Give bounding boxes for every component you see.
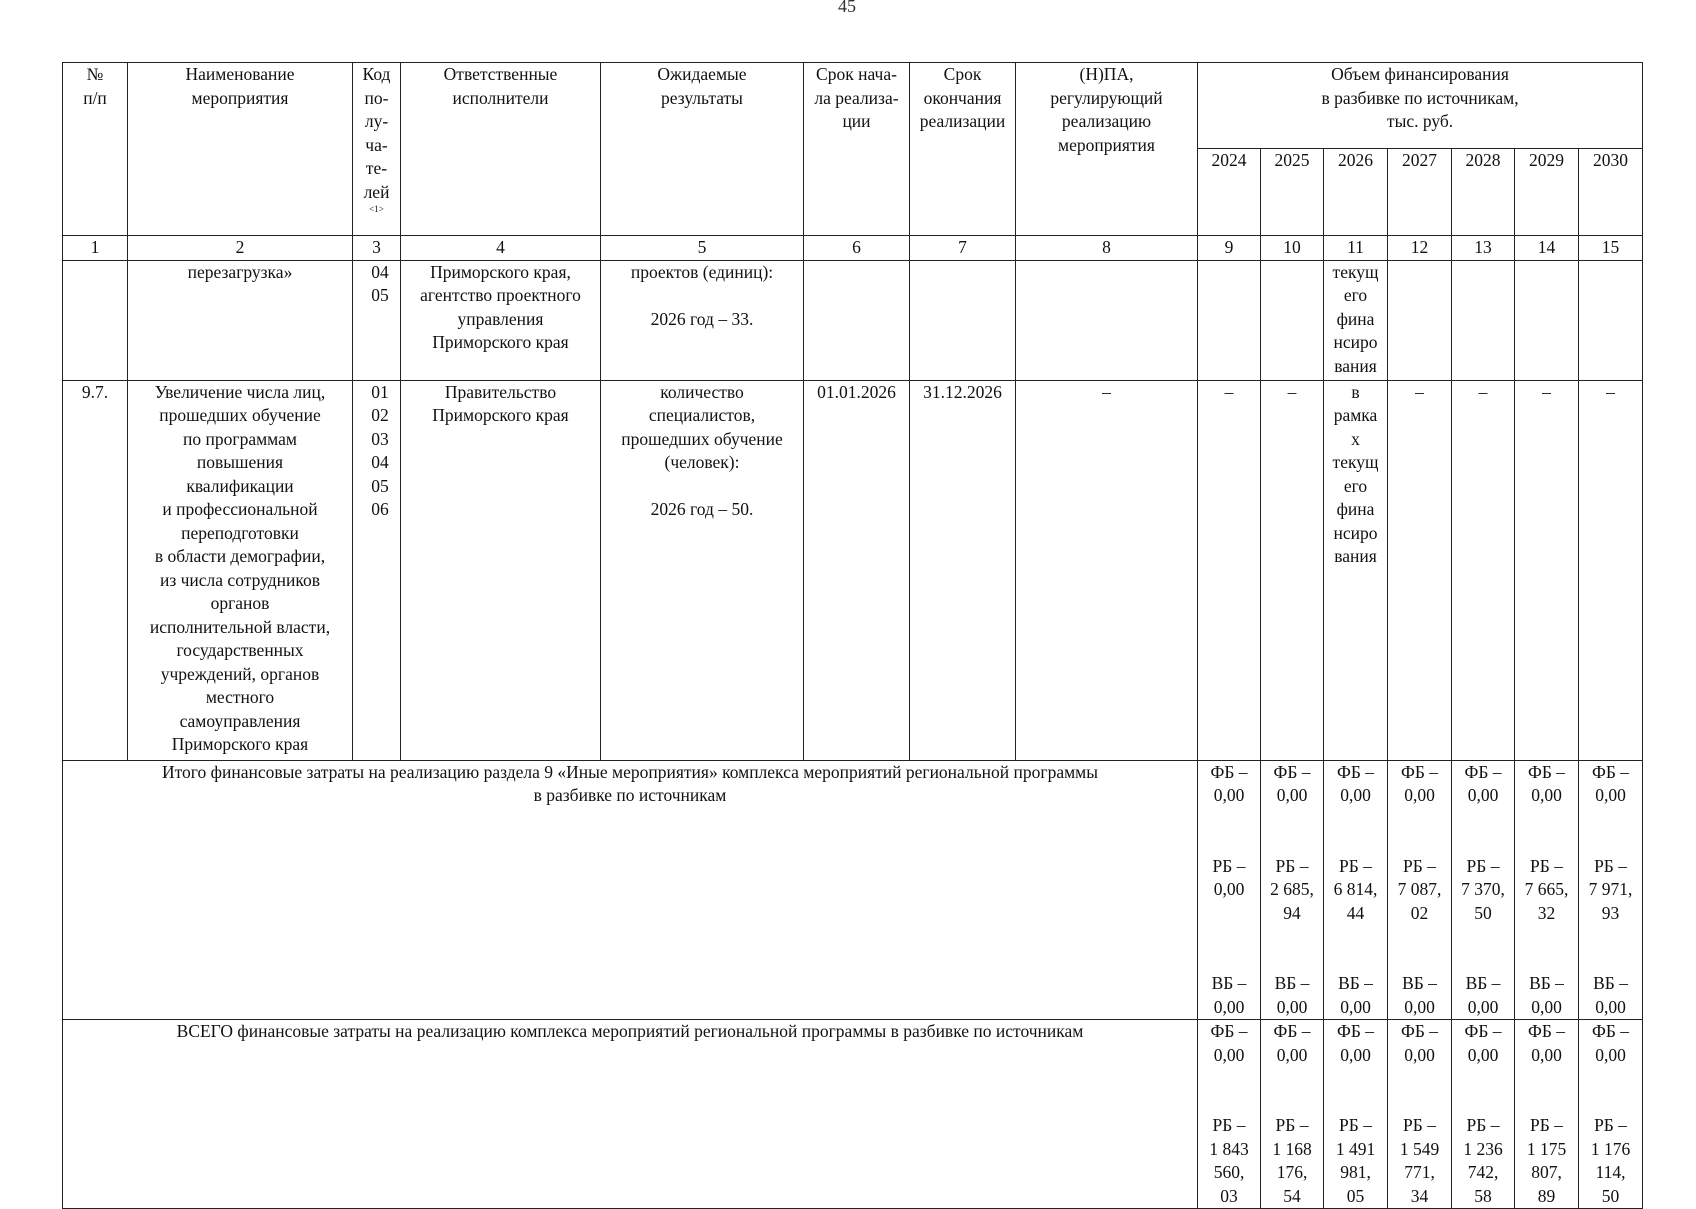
total-row [63, 760, 1643, 1020]
header-npa: (Н)ПА, регулирующий реализацию мероприятия [1016, 63, 1198, 236]
row-funding-cell [1198, 260, 1261, 380]
row-name: перезагрузка» [128, 260, 353, 380]
header-year: 2029 [1515, 149, 1579, 236]
header-name: Наименование мероприятия [128, 63, 353, 236]
column-number: 5 [601, 236, 804, 261]
row-funding-cell: в рамка х текущ его фина нсиро вания [1324, 380, 1388, 760]
column-number: 3 [353, 236, 401, 261]
row-funding-cell: – [1515, 380, 1579, 760]
row-funding-cell: – [1452, 380, 1515, 760]
page-number: 45 [838, 0, 856, 16]
grand-total-value: ФБ – 0,00 РБ – 1 175 807, 89 [1515, 1020, 1579, 1209]
column-number: 6 [804, 236, 910, 261]
grand-total-label: ВСЕГО финансовые затраты на реализацию комплекса мероприятий региональной программы в разбивке по источникам [63, 1020, 1198, 1209]
grand-total-row [63, 1020, 1643, 1209]
row-funding-cell [1515, 260, 1579, 380]
table-row [63, 260, 1643, 380]
total-value: ФБ – 0,00 РБ – 7 971, 93 ВБ – 0,00 [1579, 760, 1643, 1020]
total-label: Итого финансовые затраты на реализацию раздела 9 «Иные мероприятия» комплекса мероприятий региональной программы в разбивке по источникам [63, 760, 1198, 1020]
row-funding-cell: текущ его фина нсиро вания [1324, 260, 1388, 380]
header-responsible: Ответственные исполнители [401, 63, 601, 236]
row-codes: 01 02 03 04 05 06 [353, 380, 401, 760]
total-value: ФБ – 0,00 РБ – 2 685, 94 ВБ – 0,00 [1261, 760, 1324, 1020]
row-results: количество специалистов, прошедших обучение (человек): 2026 год – 50. [601, 380, 804, 760]
total-value: ФБ – 0,00 РБ – 6 814, 44 ВБ – 0,00 [1324, 760, 1388, 1020]
grand-total-value: ФБ – 0,00 РБ – 1 843 560, 03 [1198, 1020, 1261, 1209]
row-num [63, 260, 128, 380]
header-end: Срок окончания реализации [910, 63, 1016, 236]
grand-total-value: ФБ – 0,00 РБ – 1 168 176, 54 [1261, 1020, 1324, 1209]
header-year: 2026 [1324, 149, 1388, 236]
header-year: 2025 [1261, 149, 1324, 236]
header-row [63, 63, 1643, 149]
row-codes: 04 05 [353, 260, 401, 380]
grand-total-value: ФБ – 0,00 РБ – 1 549 771, 34 [1388, 1020, 1452, 1209]
row-funding-cell: – [1261, 380, 1324, 760]
row-funding-cell: – [1579, 380, 1643, 760]
row-start [804, 260, 910, 380]
header-results: Ожидаемые результаты [601, 63, 804, 236]
row-funding-cell [1452, 260, 1515, 380]
row-npa: – [1016, 380, 1198, 760]
header-code-note: <1> [369, 204, 384, 214]
column-number: 11 [1324, 236, 1388, 261]
row-funding-cell [1261, 260, 1324, 380]
total-value: ФБ – 0,00 РБ – 7 087, 02 ВБ – 0,00 [1388, 760, 1452, 1020]
header-num: № п/п [63, 63, 128, 236]
column-number: 14 [1515, 236, 1579, 261]
header-year: 2024 [1198, 149, 1261, 236]
row-end [910, 260, 1016, 380]
header-funding: Объем финансирования в разбивке по источникам, тыс. руб. [1198, 63, 1643, 149]
column-number: 9 [1198, 236, 1261, 261]
column-number: 8 [1016, 236, 1198, 261]
row-npa [1016, 260, 1198, 380]
column-numbers-row [63, 236, 1643, 261]
header-code [353, 63, 401, 236]
row-name: Увеличение числа лиц, прошедших обучение по программам повышения квалификации и профессиональной переподготовки в области демографии, из числа сотрудников органов исполнительной власти, государственных учреждений, органов местного самоуправления Приморского края [128, 380, 353, 760]
header-year: 2030 [1579, 149, 1643, 236]
row-results: проектов (единиц): 2026 год – 33. [601, 260, 804, 380]
row-responsible: Правительство Приморского края [401, 380, 601, 760]
row-num: 9.7. [63, 380, 128, 760]
row-end: 31.12.2026 [910, 380, 1016, 760]
row-funding-cell: – [1198, 380, 1261, 760]
header-year: 2027 [1388, 149, 1452, 236]
total-value: ФБ – 0,00 РБ – 0,00 ВБ – 0,00 [1198, 760, 1261, 1020]
header-start: Срок нача- ла реализа- ции [804, 63, 910, 236]
column-number: 2 [128, 236, 353, 261]
total-value: ФБ – 0,00 РБ – 7 370, 50 ВБ – 0,00 [1452, 760, 1515, 1020]
row-start: 01.01.2026 [804, 380, 910, 760]
grand-total-value: ФБ – 0,00 РБ – 1 491 981, 05 [1324, 1020, 1388, 1209]
header-year: 2028 [1452, 149, 1515, 236]
column-number: 15 [1579, 236, 1643, 261]
total-value: ФБ – 0,00 РБ – 7 665, 32 ВБ – 0,00 [1515, 760, 1579, 1020]
row-funding-cell [1579, 260, 1643, 380]
column-number: 4 [401, 236, 601, 261]
table-row [63, 380, 1643, 760]
column-number: 7 [910, 236, 1016, 261]
column-number: 1 [63, 236, 128, 261]
grand-total-value: ФБ – 0,00 РБ – 1 176 114, 50 [1579, 1020, 1643, 1209]
row-responsible: Приморского края, агентство проектного управления Приморского края [401, 260, 601, 380]
header-code-label: Код по- лу- ча- те- лей [362, 64, 391, 202]
grand-total-value: ФБ – 0,00 РБ – 1 236 742, 58 [1452, 1020, 1515, 1209]
column-number: 12 [1388, 236, 1452, 261]
column-number: 13 [1452, 236, 1515, 261]
column-number: 10 [1261, 236, 1324, 261]
row-funding-cell [1388, 260, 1452, 380]
row-funding-cell: – [1388, 380, 1452, 760]
measures-table [62, 62, 1643, 1209]
